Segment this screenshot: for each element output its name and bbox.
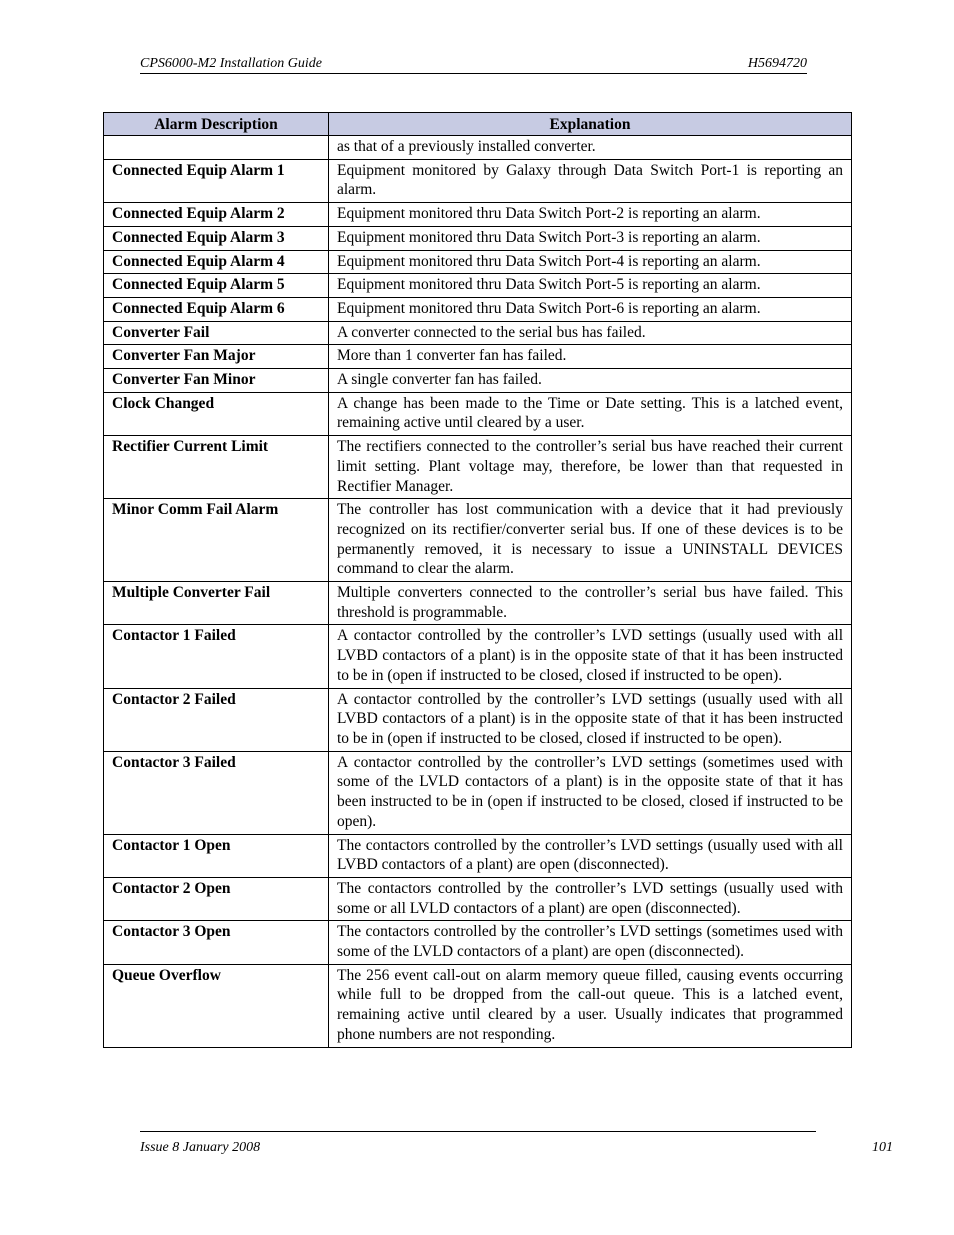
alarm-explanation-cell: Equipment monitored thru Data Switch Port-3 is reporting an alarm. [329, 226, 852, 250]
table-row [104, 369, 852, 393]
alarm-explanation-cell: The contactors controlled by the controller’s LVD settings (usually used with all LVBD contactors of a plant) are open (disconnected). [329, 834, 852, 877]
alarm-name-cell: Contactor 2 Open [104, 877, 329, 920]
alarm-name-cell: Connected Equip Alarm 6 [104, 297, 329, 321]
table-row [104, 297, 852, 321]
table-header-row [104, 113, 852, 136]
table-row [104, 921, 852, 964]
alarm-name-cell: Clock Changed [104, 392, 329, 435]
alarm-name-cell: Multiple Converter Fail [104, 582, 329, 625]
table-row [104, 345, 852, 369]
alarm-name-cell [104, 136, 329, 160]
alarm-name-cell: Connected Equip Alarm 2 [104, 203, 329, 227]
alarm-explanation-cell: Equipment monitored by Galaxy through Data Switch Port-1 is reporting an alarm. [329, 159, 852, 202]
alarm-explanation-cell: More than 1 converter fan has failed. [329, 345, 852, 369]
alarm-name-cell: Contactor 1 Open [104, 834, 329, 877]
footer-rule [140, 1131, 816, 1132]
alarm-explanation-cell: Multiple converters connected to the controller’s serial bus have failed. This threshold is programmable. [329, 582, 852, 625]
issue-date: Issue 8 January 2008 [140, 1140, 261, 1155]
alarm-table-body [104, 136, 852, 1048]
alarm-name-cell: Connected Equip Alarm 4 [104, 250, 329, 274]
table-row [104, 136, 852, 160]
alarm-explanation-cell: A single converter fan has failed. [329, 369, 852, 393]
alarm-name-cell: Connected Equip Alarm 1 [104, 159, 329, 202]
alarm-name-cell: Converter Fan Minor [104, 369, 329, 393]
alarm-name-cell: Converter Fan Major [104, 345, 329, 369]
table-row [104, 250, 852, 274]
alarm-explanation-cell: as that of a previously installed converter. [329, 136, 852, 160]
alarm-name-cell: Minor Comm Fail Alarm [104, 499, 329, 582]
alarm-explanation-cell: Equipment monitored thru Data Switch Port-4 is reporting an alarm. [329, 250, 852, 274]
alarm-explanation-cell: The contactors controlled by the controller’s LVD settings (sometimes used with some of the LVLD contactors of a plant) are open (disconnected). [329, 921, 852, 964]
table-row [104, 751, 852, 834]
table-row [104, 834, 852, 877]
page-number: 101 [872, 1140, 893, 1155]
table-row [104, 203, 852, 227]
alarm-name-cell: Rectifier Current Limit [104, 436, 329, 499]
alarm-explanation-cell: The rectifiers connected to the controller’s serial bus have reached their current limit setting. Plant voltage may, therefore, be lower than that requested in Rectifier Manager. [329, 436, 852, 499]
alarm-table [103, 112, 852, 1048]
table-row [104, 226, 852, 250]
column-header-alarm-description: Alarm Description [104, 113, 329, 136]
alarm-name-cell: Contactor 2 Failed [104, 688, 329, 751]
alarm-name-cell: Converter Fail [104, 321, 329, 345]
alarm-explanation-cell: A change has been made to the Time or Date setting. This is a latched event, remaining active until cleared by a user. [329, 392, 852, 435]
alarm-explanation-cell: A contactor controlled by the controller’s LVD settings (usually used with all LVBD contactors of a plant) is in the opposite state of that it has been instructed to be in (open if instructed to be closed, closed if instructed to be open). [329, 625, 852, 688]
alarm-explanation-cell: Equipment monitored thru Data Switch Port-5 is reporting an alarm. [329, 274, 852, 298]
document-title: CPS6000-M2 Installation Guide [140, 56, 322, 71]
table-row [104, 436, 852, 499]
alarm-name-cell: Connected Equip Alarm 3 [104, 226, 329, 250]
document-number: H5694720 [747, 56, 807, 71]
table-row [104, 964, 852, 1047]
table-row [104, 274, 852, 298]
table-row [104, 688, 852, 751]
alarm-name-cell: Contactor 3 Open [104, 921, 329, 964]
alarm-explanation-cell: A contactor controlled by the controller’s LVD settings (sometimes used with some of the LVLD contactors of a plant) is in the opposite state of that it has been instructed to be in (open if instructed to be closed, closed if instructed to be open). [329, 751, 852, 834]
table-row [104, 321, 852, 345]
alarm-explanation-cell: Equipment monitored thru Data Switch Port-6 is reporting an alarm. [329, 297, 852, 321]
alarm-name-cell: Queue Overflow [104, 964, 329, 1047]
alarm-explanation-cell: A contactor controlled by the controller’s LVD settings (usually used with all LVBD contactors of a plant) is in the opposite state of that it has been instructed to be in (open if instructed to be closed, closed if instructed to be open). [329, 688, 852, 751]
page-header [140, 56, 807, 74]
alarm-name-cell: Connected Equip Alarm 5 [104, 274, 329, 298]
table-row [104, 582, 852, 625]
alarm-explanation-cell: The controller has lost communication with a device that it had previously recognized on its rectifier/converter serial bus. If one of these devices is to be permanently removed, it is necessary to issue a UNINSTALL DEVICES command to clear the alarm. [329, 499, 852, 582]
alarm-name-cell: Contactor 1 Failed [104, 625, 329, 688]
table-row [104, 625, 852, 688]
table-row [104, 499, 852, 582]
alarm-explanation-cell: The 256 event call-out on alarm memory queue filled, causing events occurring while full to be dropped from the call-out queue. This is a latched event, remaining active until cleared by a user. Usually indicates that programmed phone numbers are not responding. [329, 964, 852, 1047]
alarm-explanation-cell: Equipment monitored thru Data Switch Port-2 is reporting an alarm. [329, 203, 852, 227]
column-header-explanation: Explanation [329, 113, 852, 136]
alarm-name-cell: Contactor 3 Failed [104, 751, 329, 834]
alarm-explanation-cell: A converter connected to the serial bus has failed. [329, 321, 852, 345]
table-row [104, 159, 852, 202]
alarm-explanation-cell: The contactors controlled by the controller’s LVD settings (usually used with some or all LVLD contactors of a plant) are open (disconnected). [329, 877, 852, 920]
table-row [104, 877, 852, 920]
table-row [104, 392, 852, 435]
